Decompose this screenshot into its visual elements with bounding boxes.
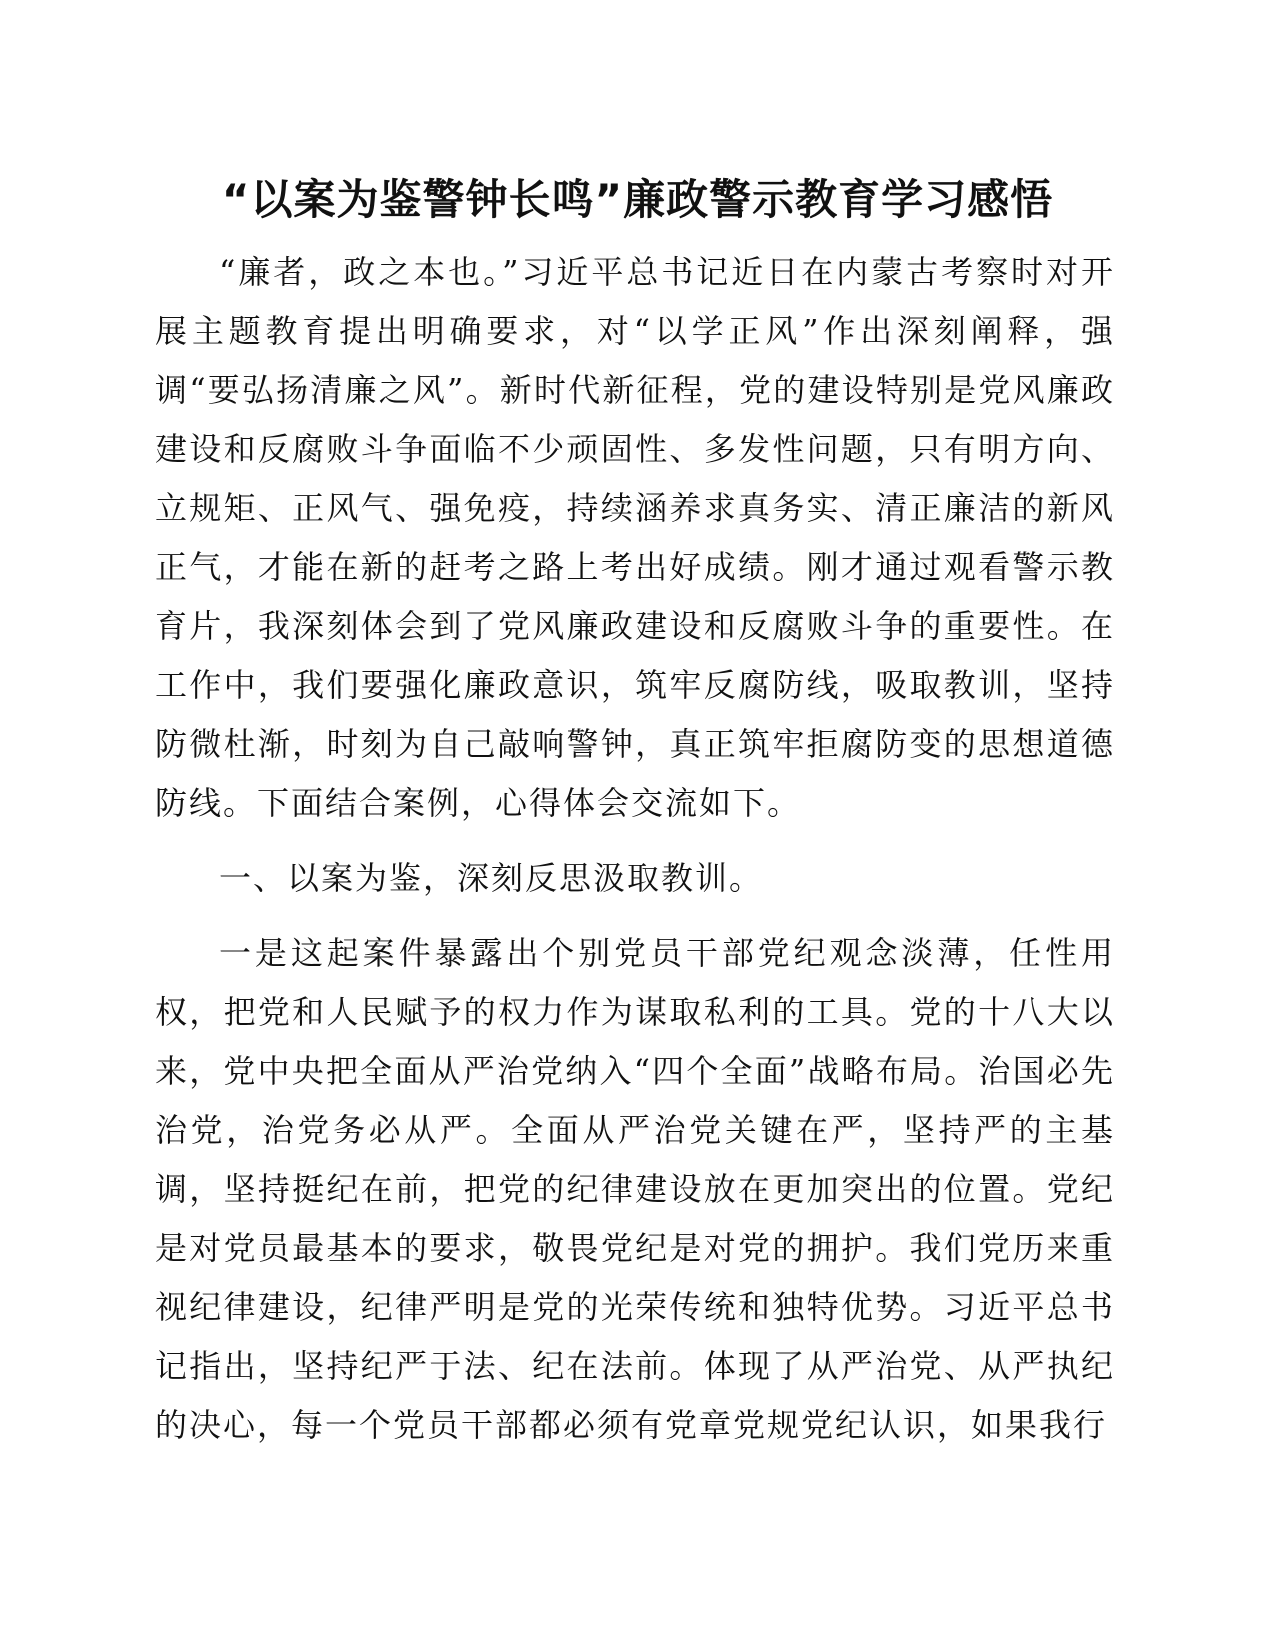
document-body — [155, 243, 1115, 1455]
intro-paragraph: “廉者，政之本也。”习近平总书记近日在内蒙古考察时对开展主题教育提出明确要求，对“以学正风”作出深刻阐释，强调“要弘扬清廉之风”。新时代新征程，党的建设特别是党风廉政建设和反腐败斗争面临不少顽固性、多发性问题，只有明方向、立规矩、正风气、强免疫，持续涵养求真务实、清正廉洁的新风正气，才能在新的赶考之路上考出好成绩。刚才通过观看警示教育片，我深刻体会到了党风廉政建设和反腐败斗争的重要性。在工作中，我们要强化廉政意识，筑牢反腐防线，吸取教训，坚持防微杜渐，时刻为自己敲响警钟，真正筑牢拒腐防变的思想道德防线。下面结合案例，心得体会交流如下。 — [155, 253, 1115, 822]
section-heading-1: 一、以案为鉴，深刻反思汲取教训。 — [219, 859, 764, 897]
document-title: “以案为鉴警钟长鸣”廉政警示教育学习感悟 — [221, 175, 1054, 224]
section-paragraph-1: 一是这起案件暴露出个别党员干部党纪观念淡薄，任性用权，把党和人民赋予的权力作为谋取私利的工具。党的十八大以来，党中央把全面从严治党纳入“四个全面”战略布局。治国必先治党，治党务必从严。全面从严治党关键在严，坚持严的主基调，坚持挺纪在前，把党的纪律建设放在更加突出的位置。党纪是对党员最基本的要求，敬畏党纪是对党的拥护。我们党历来重视纪律建设，纪律严明是党的光荣传统和独特优势。习近平总书记指出，坚持纪严于法、纪在法前。体现了从严治党、从严执纪的决心，每一个党员干部都必须有党章党规党纪认识，如果我行 — [155, 934, 1115, 1444]
